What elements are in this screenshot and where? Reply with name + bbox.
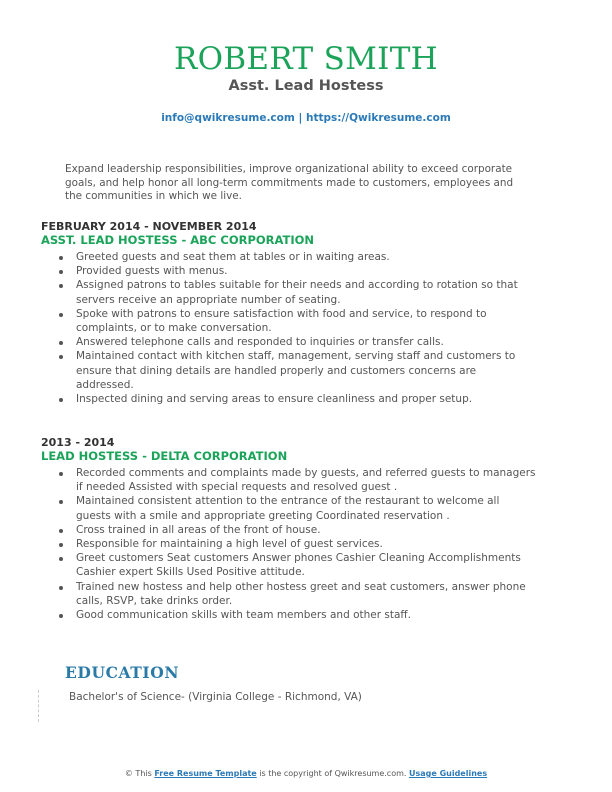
list-item: Trained new hostess and help other hostess greet and seat customers, answer phone calls, RSVP, take drinks order.	[76, 580, 536, 608]
job-bullets	[41, 250, 541, 406]
list-item: Cross trained in all areas of the front of house.	[76, 523, 536, 537]
list-item: Responsible for maintaining a high level of guest services.	[76, 537, 536, 551]
candidate-title: Asst. Lead Hostess	[228, 78, 384, 94]
contact-separator: |	[294, 112, 306, 124]
summary-text: Expand leadership responsibilities, improve organizational ability to exceed corporate goals, and help honor all long-term commitments made to customers, employees and the communities in which we live.	[65, 163, 514, 202]
job-dates: 2013 - 2014	[41, 436, 115, 449]
contact-line	[0, 111, 612, 125]
candidate-name: ROBERT SMITH	[173, 41, 439, 77]
job-entry	[41, 436, 541, 622]
bullet-icon	[59, 543, 63, 547]
bullet-icon	[59, 270, 63, 274]
list-item: Recorded comments and complaints made by guests, and referred guests to managers if needed Assisted with special requests and resolved guest .	[76, 466, 536, 494]
bullet-icon	[59, 256, 63, 260]
education-heading: EDUCATION	[65, 663, 180, 682]
bullet-icon	[59, 398, 63, 402]
list-item: Spoke with patrons to ensure satisfaction with food and service, to respond to complaints, or to make conversation.	[76, 307, 536, 335]
footer	[0, 768, 612, 779]
footer-middle: is the copyright of Qwikresume.com.	[256, 769, 409, 778]
list-item: Inspected dining and serving areas to ensure cleanliness and proper setup.	[76, 392, 536, 406]
free-resume-template-link[interactable]: Free Resume Template	[154, 769, 257, 778]
education-divider	[38, 690, 39, 722]
bullet-icon	[59, 557, 63, 561]
bullet-icon	[59, 586, 63, 590]
bullet-icon	[59, 313, 63, 317]
list-item: Maintained contact with kitchen staff, management, serving staff and customers to ensure that dining details are handled properly and customers concerns are addressed.	[76, 349, 536, 392]
bullet-icon	[59, 355, 63, 359]
list-item: Greet customers Seat customers Answer phones Cashier Cleaning Accomplishments Cashier expert Skills Used Positive attitude.	[76, 551, 536, 579]
bullet-icon	[59, 284, 63, 288]
job-bullets	[41, 466, 541, 622]
website-link[interactable]: https://Qwikresume.com	[305, 112, 451, 124]
bullet-icon	[59, 341, 63, 345]
bullet-icon	[59, 500, 63, 504]
education-entry: Bachelor's of Science- (Virginia College - Richmond, VA)	[69, 691, 362, 703]
list-item: Greeted guests and seat them at tables or in waiting areas.	[76, 250, 536, 264]
list-item: Maintained consistent attention to the entrance of the restaurant to welcome all guests with a smile and appropriate greeting Coordinated reservation .	[76, 494, 536, 522]
usage-guidelines-link[interactable]: Usage Guidelines	[408, 769, 488, 778]
email-link[interactable]: info@qwikresume.com	[161, 112, 295, 124]
list-item: Good communication skills with team members and other staff.	[76, 608, 536, 622]
bullet-icon	[59, 529, 63, 533]
list-item: Answered telephone calls and responded to inquiries or transfer calls.	[76, 335, 536, 349]
list-item: Provided guests with menus.	[76, 264, 536, 278]
job-dates: FEBRUARY 2014 - NOVEMBER 2014	[41, 220, 257, 233]
footer-prefix: © This	[124, 769, 155, 778]
job-role: LEAD HOSTESS - DELTA CORPORATION	[41, 449, 288, 463]
job-role: ASST. LEAD HOSTESS - ABC CORPORATION	[41, 233, 315, 247]
list-item: Assigned patrons to tables suitable for their needs and according to rotation so that servers receive an appropriate number of seating.	[76, 278, 536, 306]
job-entry	[41, 220, 541, 406]
bullet-icon	[59, 614, 63, 618]
bullet-icon	[59, 472, 63, 476]
